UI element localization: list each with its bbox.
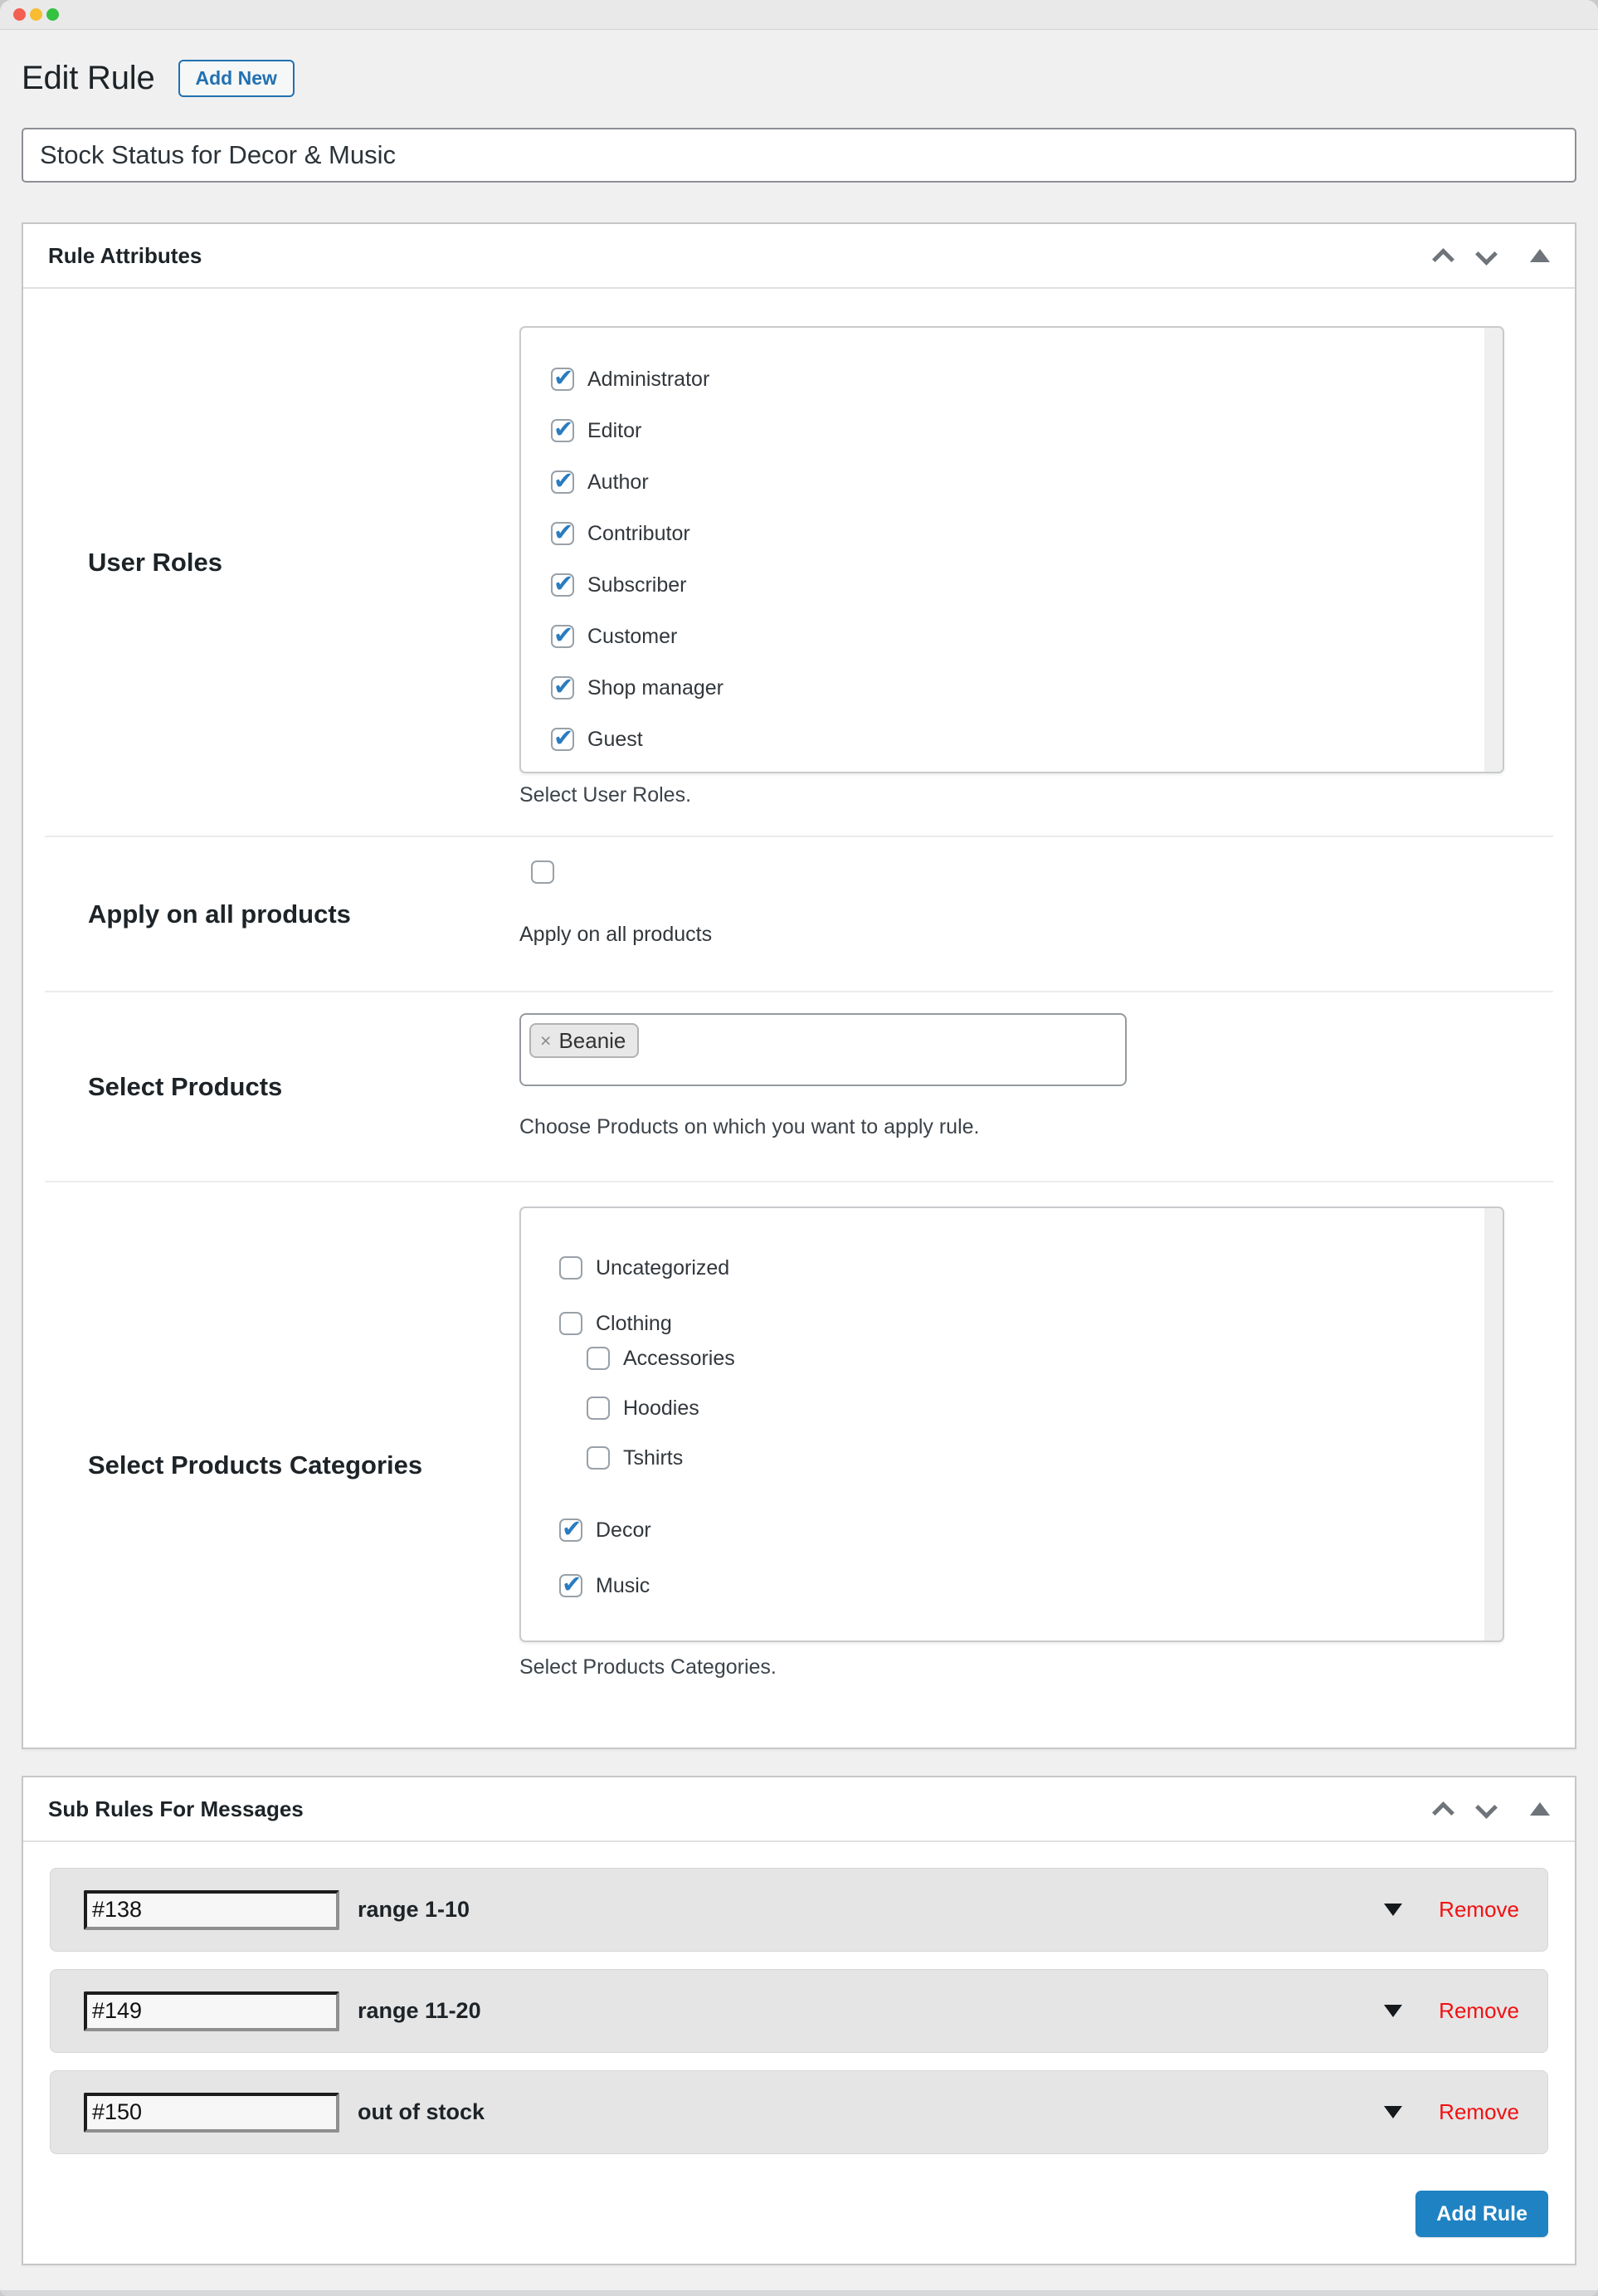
user-roles-label: User Roles bbox=[88, 547, 222, 577]
user-roles-listbox bbox=[519, 326, 1504, 773]
select-product-categories-label: Select Products Categories bbox=[88, 1450, 423, 1479]
add-new-button[interactable]: Add New bbox=[178, 60, 295, 97]
select-products-input[interactable] bbox=[519, 1013, 1127, 1086]
expand-row-icon[interactable] bbox=[1384, 2106, 1402, 2118]
expand-row-icon[interactable] bbox=[1384, 1904, 1402, 1916]
category-option-tshirts[interactable]: Tshirts bbox=[587, 1441, 1503, 1475]
checkbox[interactable] bbox=[559, 1518, 582, 1542]
checkbox[interactable] bbox=[551, 625, 574, 648]
checkbox[interactable] bbox=[551, 419, 574, 442]
sub-rule-row[interactable] bbox=[50, 1868, 1548, 1952]
role-option-shop-manager[interactable]: ✔ Shop manager bbox=[551, 671, 1503, 704]
sub-rule-message-id-input[interactable] bbox=[84, 1991, 339, 2031]
window-zoom-button[interactable] bbox=[46, 8, 59, 21]
select-products-help: Choose Products on which you want to apply rule. bbox=[519, 1115, 980, 1138]
remove-sub-rule-link[interactable]: Remove bbox=[1439, 1897, 1519, 1922]
checkbox[interactable] bbox=[551, 728, 574, 751]
remove-sub-rule-link[interactable]: Remove bbox=[1439, 1998, 1519, 2023]
category-option-clothing[interactable]: Clothing bbox=[559, 1307, 1503, 1340]
rule-attributes-panel bbox=[22, 222, 1576, 1749]
select-products-label: Select Products bbox=[88, 1071, 283, 1101]
move-up-icon[interactable] bbox=[1432, 245, 1454, 266]
checkbox[interactable] bbox=[587, 1397, 610, 1420]
checkbox[interactable] bbox=[587, 1446, 610, 1470]
categories-help: Select Products Categories. bbox=[519, 1655, 777, 1679]
window-titlebar bbox=[0, 0, 1598, 30]
role-option-subscriber[interactable]: ✔ Subscriber bbox=[551, 568, 1503, 602]
page-content bbox=[0, 58, 1598, 2265]
sub-rules-panel bbox=[22, 1776, 1576, 2265]
category-option-hoodies[interactable]: Hoodies bbox=[587, 1392, 1503, 1425]
category-option-decor[interactable]: ✔ Decor bbox=[559, 1514, 1503, 1547]
checkbox[interactable] bbox=[559, 1312, 582, 1335]
category-option-music[interactable]: ✔ Music bbox=[559, 1569, 1503, 1602]
page-title: Edit Rule bbox=[22, 59, 155, 96]
rule-attributes-panel-header[interactable] bbox=[23, 224, 1575, 289]
apply-all-products-label: Apply on all products bbox=[88, 899, 351, 929]
scrollbar[interactable] bbox=[1484, 328, 1503, 772]
page-header bbox=[22, 58, 1576, 98]
scrollbar[interactable] bbox=[1484, 1208, 1503, 1640]
role-option-customer[interactable]: ✔ Customer bbox=[551, 620, 1503, 653]
sub-rules-body bbox=[23, 1842, 1575, 2264]
move-up-icon[interactable] bbox=[1432, 1798, 1454, 1820]
panel-controls bbox=[1432, 1798, 1550, 1820]
remove-sub-rule-link[interactable]: Remove bbox=[1439, 2099, 1519, 2124]
remove-tag-icon[interactable]: × bbox=[540, 1029, 552, 1051]
window-minimize-button[interactable] bbox=[30, 8, 42, 21]
move-down-icon[interactable] bbox=[1475, 1798, 1497, 1820]
tag-label: Beanie bbox=[558, 1027, 626, 1053]
role-option-author[interactable]: ✔ Author bbox=[551, 466, 1503, 499]
sub-rule-message-id-input[interactable] bbox=[84, 1890, 339, 1930]
sub-rule-message-id-input[interactable] bbox=[84, 2093, 339, 2133]
sub-rule-row[interactable] bbox=[50, 2070, 1548, 2154]
select-products-row bbox=[23, 992, 1575, 1181]
sub-rule-title: range 1-10 bbox=[358, 1897, 470, 1922]
role-option-editor[interactable]: ✔ Editor bbox=[551, 414, 1503, 447]
checkbox[interactable] bbox=[559, 1574, 582, 1597]
category-option-uncategorized[interactable]: Uncategorized bbox=[559, 1251, 1503, 1284]
checkbox[interactable] bbox=[551, 470, 574, 494]
category-option-accessories[interactable]: Accessories bbox=[587, 1342, 1503, 1375]
role-option-contributor[interactable]: ✔ Contributor bbox=[551, 517, 1503, 550]
select-product-categories-row bbox=[23, 1182, 1575, 1748]
sub-rules-panel-header[interactable] bbox=[23, 1777, 1575, 1842]
checkbox[interactable] bbox=[587, 1347, 610, 1370]
toggle-panel-icon[interactable] bbox=[1530, 249, 1550, 262]
checkbox[interactable] bbox=[551, 368, 574, 391]
window-bottom-edge bbox=[0, 2290, 1598, 2296]
apply-all-products-checkbox-label[interactable]: Apply on all products bbox=[519, 923, 713, 946]
apply-all-products-row bbox=[23, 837, 1575, 991]
apply-all-products-checkbox[interactable] bbox=[531, 860, 554, 884]
expand-row-icon[interactable] bbox=[1384, 2005, 1402, 2017]
checkbox[interactable] bbox=[559, 1256, 582, 1280]
selected-product-tag bbox=[529, 1023, 639, 1058]
categories-listbox bbox=[519, 1206, 1504, 1642]
rule-attributes-panel-title: Rule Attributes bbox=[48, 242, 202, 268]
checkbox[interactable] bbox=[551, 522, 574, 545]
sub-rule-title: range 11-20 bbox=[358, 1998, 481, 2023]
window-close-button[interactable] bbox=[13, 8, 26, 21]
user-roles-row bbox=[23, 289, 1575, 836]
checkbox[interactable] bbox=[551, 573, 574, 597]
move-down-icon[interactable] bbox=[1475, 245, 1497, 266]
sub-rules-panel-title: Sub Rules For Messages bbox=[48, 1796, 304, 1821]
checkbox[interactable] bbox=[551, 676, 574, 700]
user-roles-help: Select User Roles. bbox=[519, 783, 692, 807]
sub-rule-row[interactable] bbox=[50, 1969, 1548, 2053]
panel-controls bbox=[1432, 245, 1550, 266]
role-option-administrator[interactable]: ✔ Administrator bbox=[551, 363, 1503, 396]
sub-rule-title: out of stock bbox=[358, 2099, 485, 2124]
toggle-panel-icon[interactable] bbox=[1530, 1802, 1550, 1816]
add-rule-button[interactable]: Add Rule bbox=[1415, 2191, 1548, 2237]
role-option-guest[interactable]: ✔ Guest bbox=[551, 723, 1503, 756]
rule-name-input[interactable] bbox=[22, 128, 1576, 183]
